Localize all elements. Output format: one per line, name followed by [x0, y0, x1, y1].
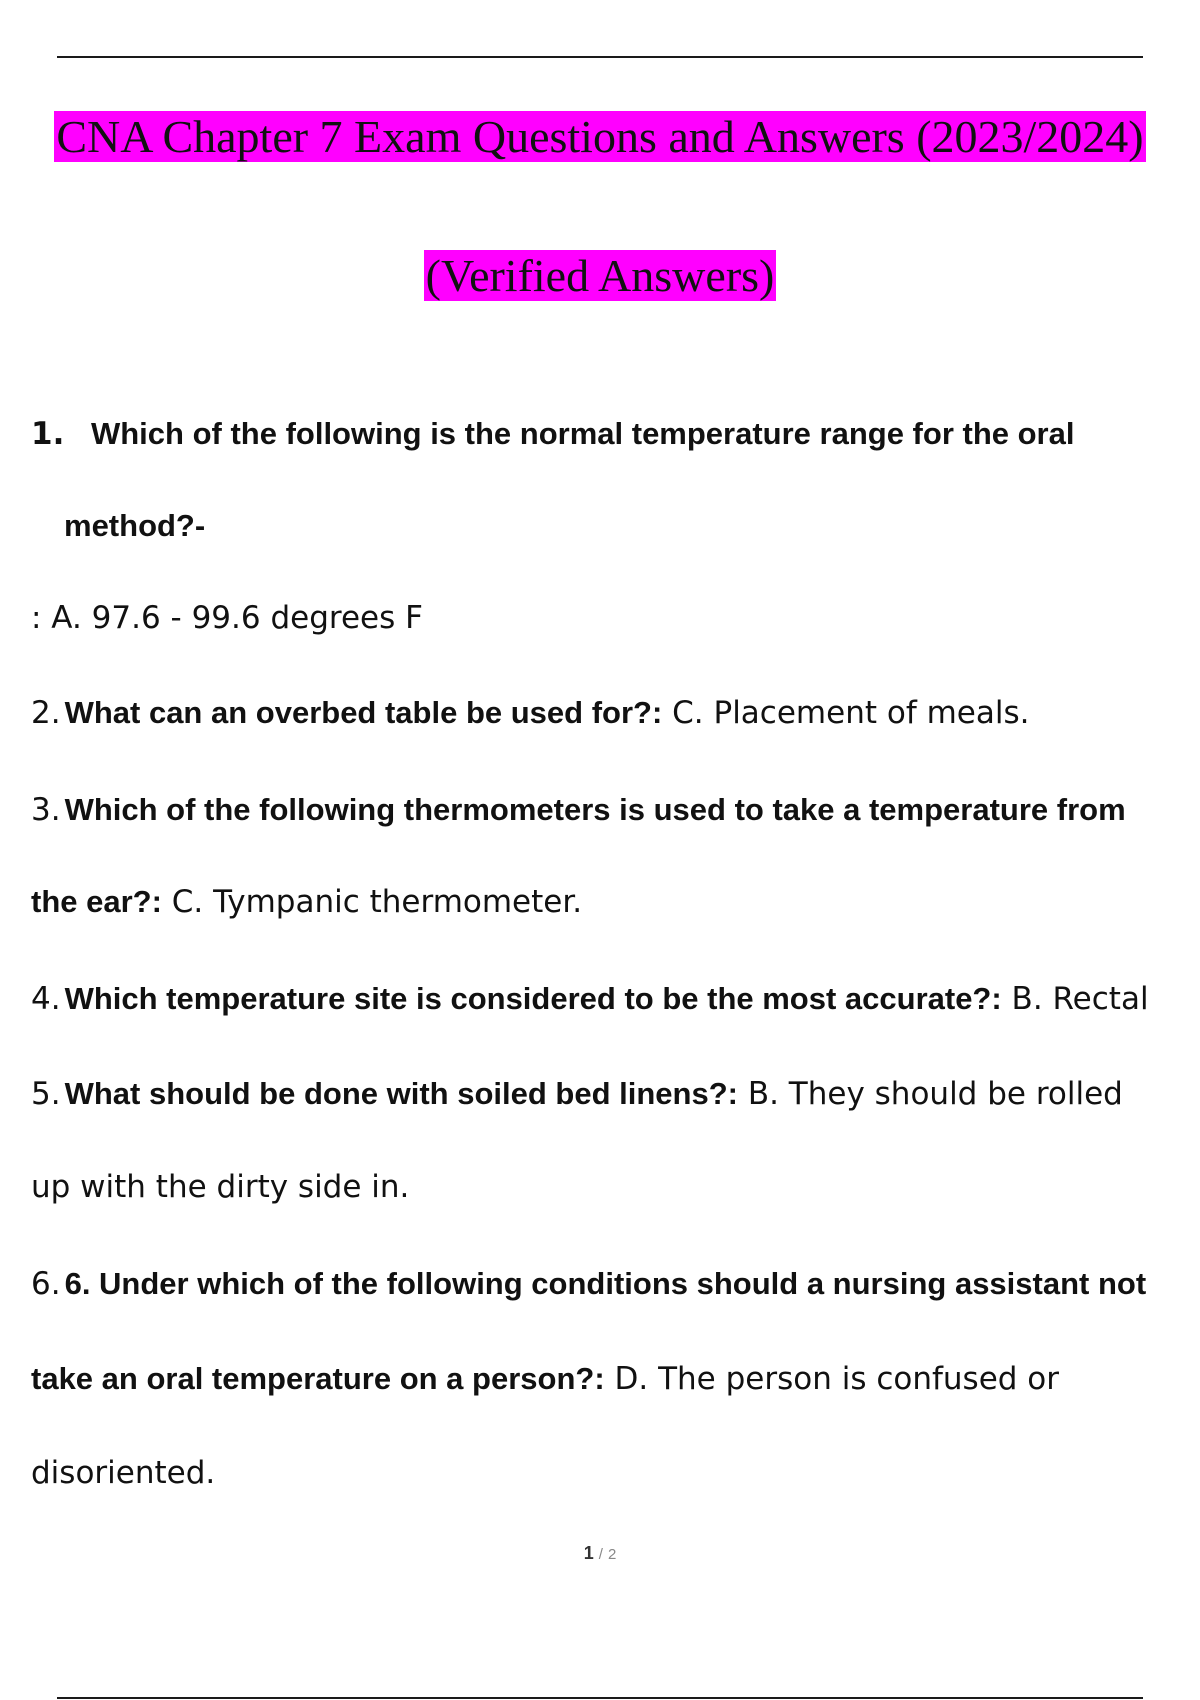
question-5-number: 5.	[31, 1076, 61, 1112]
question-6-line-1	[31, 1264, 1146, 1304]
question-3-text-cont: the ear?:	[31, 884, 162, 919]
bottom-rule	[57, 1697, 1143, 1699]
answer-1-text: : A. 97.6 - 99.6 degrees F	[31, 600, 423, 636]
question-6-text-cont: take an oral temperature on a person?:	[31, 1361, 605, 1396]
question-1-line-1	[31, 414, 1074, 454]
question-4-number: 4.	[31, 981, 61, 1017]
answer-5-text-cont: up with the dirty side in.	[31, 1169, 410, 1205]
question-4-text: Which temperature site is considered to be the most accurate?:	[64, 981, 1002, 1016]
question-2-text: What can an overbed table be used for?:	[64, 695, 663, 730]
title-highlight-2: (Verified Answers)	[425, 250, 775, 301]
question-5-text: What should be done with soiled bed linens?:	[64, 1076, 738, 1111]
question-3-number: 3.	[31, 792, 61, 828]
answer-4-text: B. Rectal	[1001, 981, 1149, 1017]
answer-5-text: B. They should be rolled	[737, 1076, 1123, 1112]
title-highlight-1: CNA Chapter 7 Exam Questions and Answers (2023/2024)	[56, 111, 1144, 162]
question-2-number: 2.	[31, 695, 61, 731]
question-4	[31, 979, 1149, 1019]
document-title-line-1	[0, 109, 1200, 165]
question-6-number: 6.	[31, 1266, 61, 1302]
top-rule	[57, 56, 1143, 58]
question-6-line-3	[31, 1453, 215, 1493]
page-total: 2	[607, 1546, 617, 1563]
question-3-line-2	[31, 882, 582, 922]
question-1-text: Which of the following is the normal temperature range for the oral	[90, 416, 1075, 451]
answer-6-text: D. The person is confused or	[604, 1361, 1060, 1397]
answer-6-text-cont: disoriented.	[31, 1455, 216, 1491]
question-1-line-2	[64, 506, 205, 546]
question-6-text: 6. Under which of the following conditions should a nursing assistant not	[64, 1266, 1147, 1301]
question-1-answer	[31, 598, 423, 638]
document-title-line-2	[0, 248, 1200, 304]
question-1-text-cont: method?-	[64, 508, 206, 543]
question-5-line-1	[31, 1074, 1123, 1114]
question-3-text: Which of the following thermometers is used to take a temperature from	[64, 792, 1126, 827]
answer-2-text: C. Placement of meals.	[662, 695, 1030, 731]
question-2	[31, 693, 1029, 733]
question-5-line-2	[31, 1167, 409, 1207]
question-3-line-1	[31, 790, 1126, 830]
page-indicator	[0, 1543, 1200, 1564]
question-1-number: 1.	[31, 416, 65, 452]
page-separator: /	[598, 1546, 603, 1563]
page-current: 1	[583, 1543, 594, 1563]
question-6-line-2	[31, 1359, 1059, 1399]
answer-3-text: C. Tympanic thermometer.	[161, 884, 583, 920]
